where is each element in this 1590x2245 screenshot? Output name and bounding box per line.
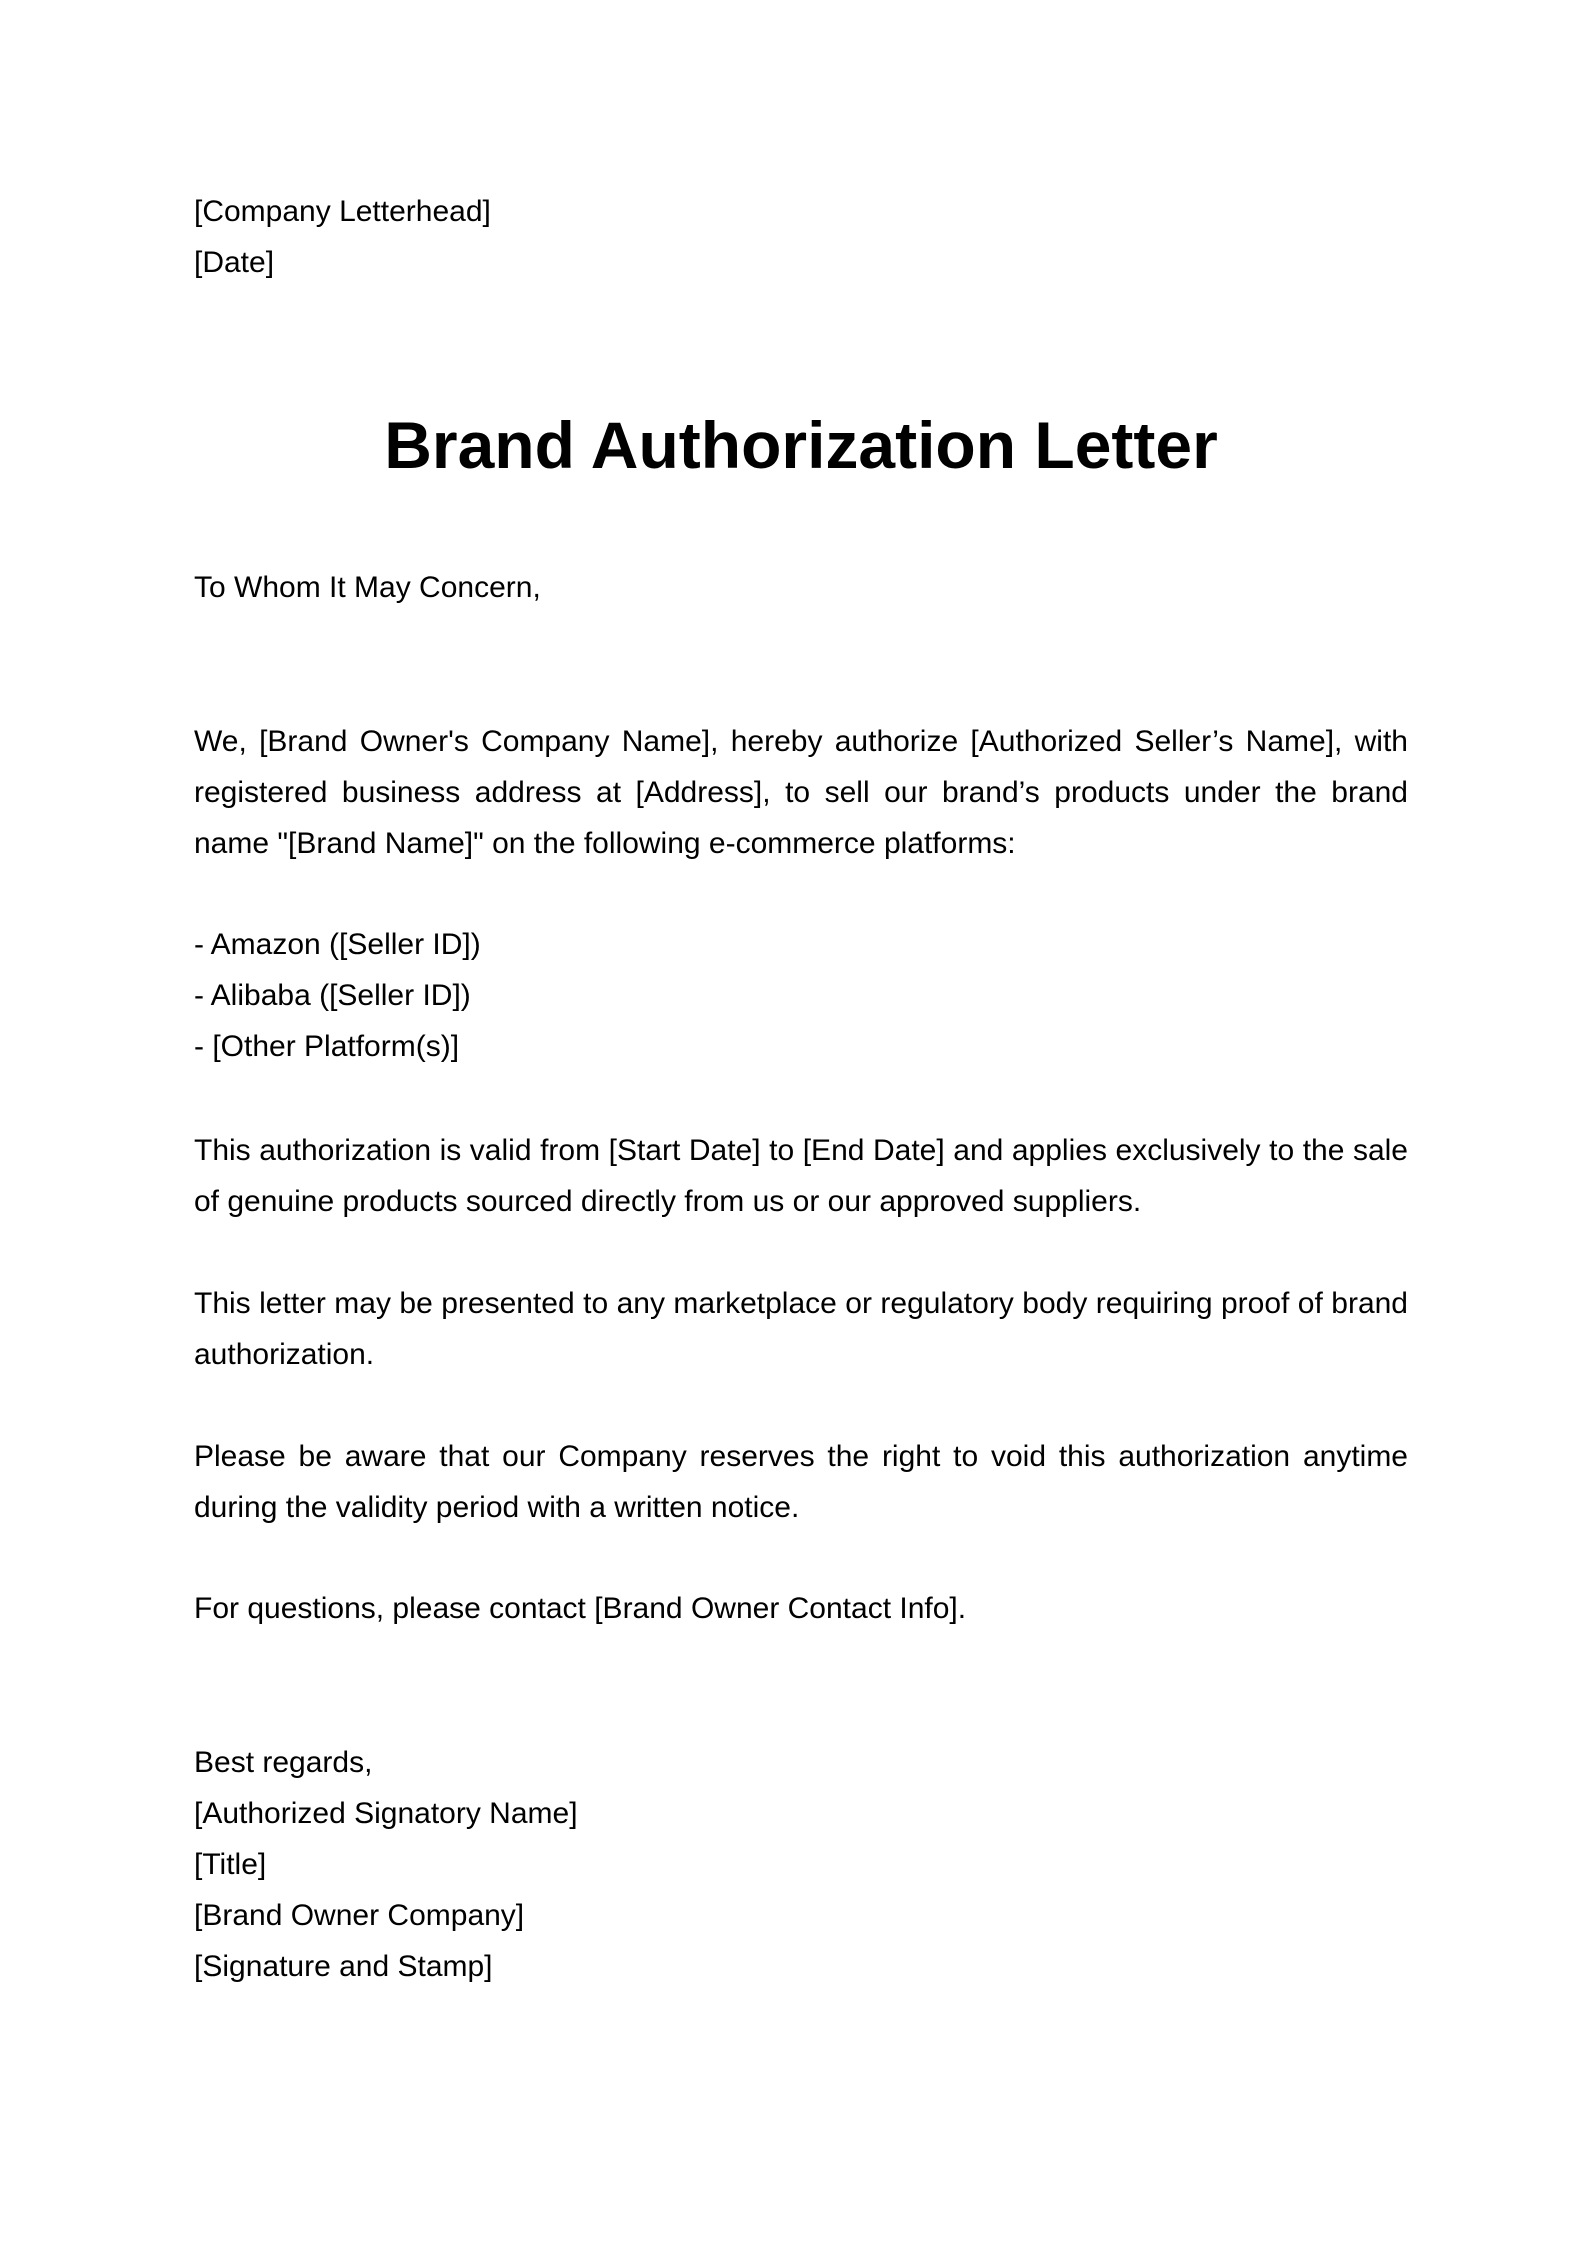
- letter-date: [Date]: [194, 246, 275, 279]
- void-notice-paragraph: Please be aware that our Company reserves the right to void this authorization anytime during the validity period with a written notice.: [194, 1440, 1408, 1524]
- signatory-title: [Title]: [194, 1848, 267, 1881]
- intro-paragraph: We, [Brand Owner's Company Name], hereby authorize [Authorized Seller’s Name], with registered business address at [Address], to sell our brand’s products under the brand name "[Brand Name]" on the following e-commerce platforms:: [194, 725, 1408, 860]
- signatory-name: [Authorized Signatory Name]: [194, 1797, 578, 1830]
- validity-paragraph: This authorization is valid from [Start Date] to [End Date] and applies exclusively to the sale of genuine products sourced directly from us or our approved suppliers.: [194, 1134, 1408, 1218]
- salutation: To Whom It May Concern,: [194, 571, 541, 604]
- company-letterhead: [Company Letterhead]: [194, 195, 491, 228]
- closing-regards: Best regards,: [194, 1746, 373, 1779]
- letter-title: Brand Authorization Letter: [384, 408, 1218, 482]
- contact-line: For questions, please contact [Brand Owner Contact Info].: [194, 1592, 967, 1625]
- presentation-paragraph: This letter may be presented to any marketplace or regulatory body requiring proof of brand authorization.: [194, 1287, 1408, 1371]
- platform-item: - Alibaba ([Seller ID]): [194, 979, 471, 1012]
- platform-item: - [Other Platform(s)]: [194, 1030, 460, 1063]
- signature-and-stamp: [Signature and Stamp]: [194, 1950, 493, 1983]
- brand-owner-company: [Brand Owner Company]: [194, 1899, 525, 1932]
- platform-item: - Amazon ([Seller ID]): [194, 928, 481, 961]
